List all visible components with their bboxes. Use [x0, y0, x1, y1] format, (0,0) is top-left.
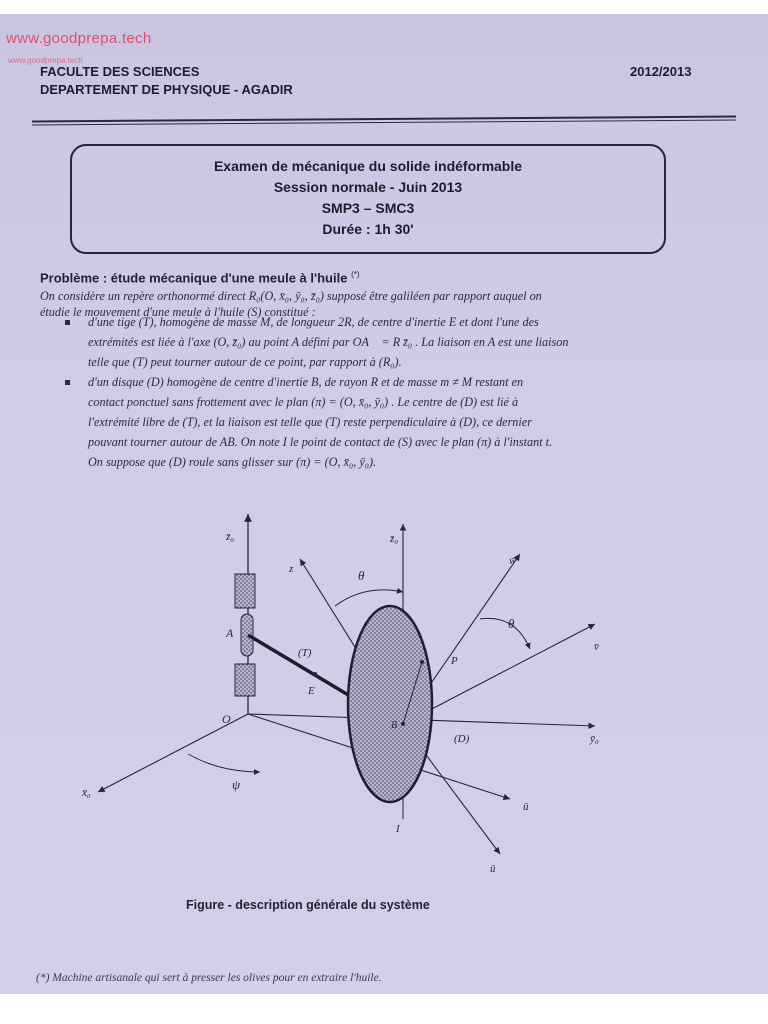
academic-year: 2012/2013: [630, 64, 692, 79]
exam-title: Examen de mécanique du solide indéformable: [213, 158, 523, 174]
watermark-small: www.goodprepa.tech: [8, 56, 83, 65]
department-name: DEPARTEMENT DE PHYSIQUE - AGADIR: [40, 82, 293, 97]
label-o: O: [222, 712, 231, 726]
label-theta-right: θ: [508, 616, 515, 631]
exam-module: SMP3 – SMC3: [321, 200, 415, 216]
rod-t: [248, 635, 360, 702]
bullet-marker: [65, 380, 70, 385]
label-z0-left: z̄₀: [226, 531, 235, 543]
theta-arc-right: [480, 618, 530, 649]
figure-caption: Figure - description générale du système: [186, 898, 430, 912]
psi-arc: [188, 754, 260, 772]
intro-line-1: On considère un repère orthonormé direct R₀(O, x̄₀, ȳ₀, z̄₀) supposé être galiléen par rapport auquel on: [40, 289, 542, 303]
label-i: I: [396, 823, 400, 835]
bullet2-line-4: pouvant tourner autour de AB. On note I le point de contact de (S) avec le plan (π) à l'instant t.: [88, 435, 553, 449]
system-figure: [60, 514, 620, 884]
label-u-upper: ū: [523, 801, 529, 813]
lower-bearing: [235, 664, 255, 696]
label-u-lower: ū: [490, 863, 496, 875]
bullet1-line-2: extrémités est liée à l'axe (O, z̄₀) au point A défini par OA⃗ = R z̄₀ . La liaison en A est une liaison: [88, 335, 569, 349]
exam-title-box: [70, 144, 666, 254]
faculty-name: FACULTE DES SCIENCES: [40, 64, 200, 79]
point-b: [401, 722, 405, 726]
bullet2-line-5: On suppose que (D) roule sans glisser sur (π) = (O, x̄₀, ȳ₀).: [88, 455, 377, 469]
label-a: A: [226, 626, 234, 640]
upper-bearing: [235, 574, 255, 608]
bullet2-line-1: d'un disque (D) homogène de centre d'inertie B, de rayon R et de masse m ≠ M restant en: [88, 375, 524, 389]
disk-d: [348, 606, 432, 802]
point-p: [420, 660, 424, 664]
label-x0: x̄₀: [82, 787, 91, 799]
watermark: www.goodprepa.tech: [6, 30, 152, 47]
label-z: z: [289, 563, 294, 575]
bullet1-line-1: d'une tige (T), homogène de masse M, de longueur 2R, de centre d'inertie E et dont l'une des: [88, 315, 539, 329]
point-e: [313, 672, 317, 676]
intro-line-2: étudie le mouvement d'une meule à l'huile (S) constitué :: [40, 305, 316, 319]
label-e: E: [308, 685, 315, 697]
label-psi: ψ: [232, 777, 241, 792]
exam-page: [0, 14, 768, 994]
theta-arc-top: [335, 590, 403, 606]
exam-duration: Durée : 1h 30': [322, 221, 414, 237]
label-t: (T): [298, 647, 312, 659]
label-y0: ȳ₀: [590, 733, 599, 745]
bullet1-line-3: telle que (T) peut tourner autour de ce point, par rapport à (R₀).: [88, 355, 402, 369]
bullet2-line-3: l'extrémité libre de (T), et la liaison est telle que (T) reste perpendiculaire à (D), ce dernier: [88, 415, 532, 429]
label-theta-top: θ: [358, 568, 365, 583]
label-p: P: [451, 655, 458, 667]
problem-title-text: Problème : étude mécanique d'une meule à l'huile: [40, 270, 348, 286]
label-b: B: [391, 720, 398, 731]
label-d: (D): [454, 733, 470, 745]
bullet-marker: [65, 320, 70, 325]
footnote: (*) Machine artisanale qui sert à presser les olives pour en extraire l'huile.: [36, 972, 382, 984]
bullet2-line-2: contact ponctuel sans frottement avec le plan (π) = (O, x̄₀, ȳ₀) . Le centre de (D) est lié à: [88, 395, 519, 409]
label-z0-center: z̄₀: [390, 533, 399, 545]
problem-title-mark: (*): [351, 270, 360, 279]
problem-title: [40, 270, 360, 285]
exam-session: Session normale - Juin 2013: [273, 179, 463, 195]
label-w: w̄: [509, 555, 517, 567]
label-v: v̄: [594, 641, 599, 653]
